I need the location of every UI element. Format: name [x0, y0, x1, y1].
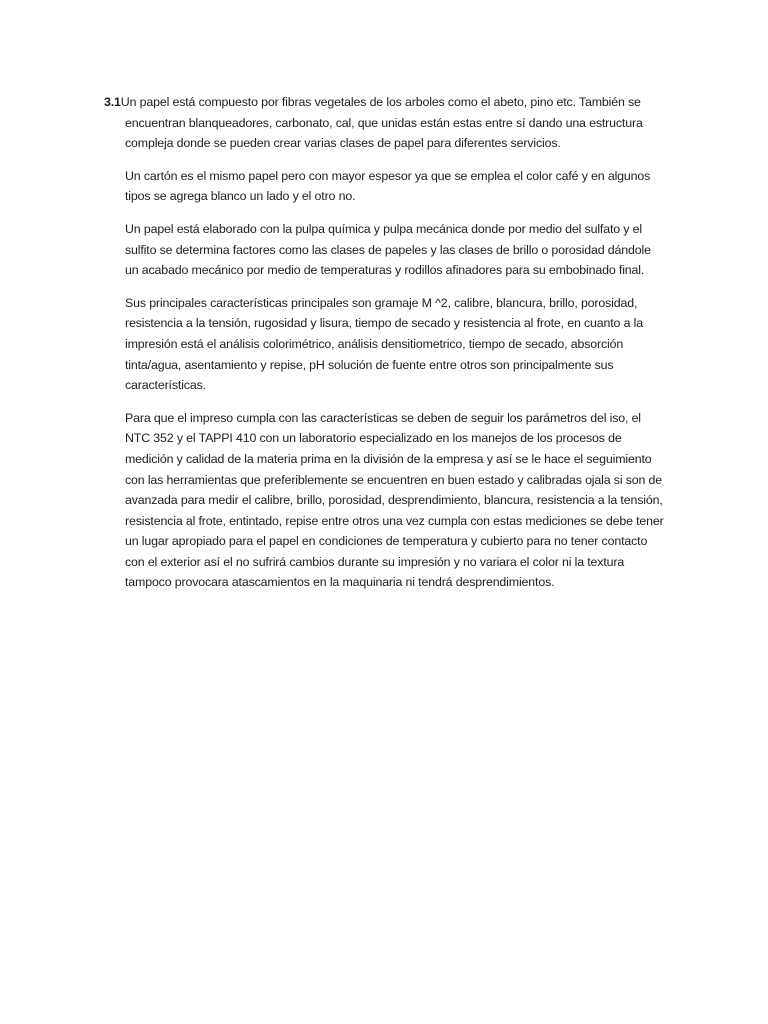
paragraph-carton: [104, 166, 664, 207]
paragraph-text: Para que el impreso cumpla con las características se deben de seguir los parámetros del iso, el NTC 352 y el TAPPI 410 con un laboratorio especializado en los manejos de los procesos de medición y calidad de la materia prima en la división de la empresa y así se le hace el seguimiento con las herramientas que preferiblemente se encuentren en buen estado y calibradas ojala si son de avanzada para medir el calibre, brillo, porosidad, desprendimiento, blancura, resistencia a la tensión, resistencia al frote, entintado, repise entre otros una vez cumpla con estas mediciones se debe tener un lugar apropiado para el papel en condiciones de temperatura y cubierto para no tener contacto con el exterior así el no sufrirá cambios durante su impresión y no variara el color ni la textura tampoco provocara atascamientos en la maquinaria ni tendrá desprendimientos.: [125, 410, 664, 590]
section-number: 3.1: [104, 95, 121, 109]
paragraph-caracteristicas: [104, 293, 664, 396]
paragraph-3-1: [104, 92, 664, 154]
paragraph-text: Un cartón es el mismo papel pero con mayor espesor ya que se emplea el color café y en algunos tipos se agrega blanco un lado y el otro no.: [125, 168, 651, 204]
paragraph-elaboracion: [104, 219, 664, 281]
paragraph-text: Un papel está elaborado con la pulpa química y pulpa mecánica donde por medio del sulfato y el sulfito se determina factores como las clases de papeles y las clases de brillo o porosidad dándole un acabado mecánico por medio de temperaturas y rodillos afinadores para su embobinado final.: [125, 221, 651, 278]
paragraph-calidad: [104, 408, 664, 593]
paragraph-text: Un papel está compuesto por fibras vegetales de los arboles como el abeto, pino etc. También se encuentran blanqueadores, carbonato, cal, que unidas están estas entre sí dando una estructura compleja donde se pueden crear varias clases de papel para diferentes servicios.: [120, 95, 643, 151]
document-body: [104, 92, 664, 605]
paragraph-text: Sus principales características principales son gramaje M ^2, calibre, blancura, brillo, porosidad, resistencia a la tensión, rugosidad y lisura, tiempo de secado y resistencia al frote, en cuanto a la impresión está el análisis colorimétrico, análisis densitiometrico, tiempo de secado, absorción tinta/agua, asentamiento y repise, pH solución de fuente entre otros son principalmente sus características.: [125, 295, 643, 393]
